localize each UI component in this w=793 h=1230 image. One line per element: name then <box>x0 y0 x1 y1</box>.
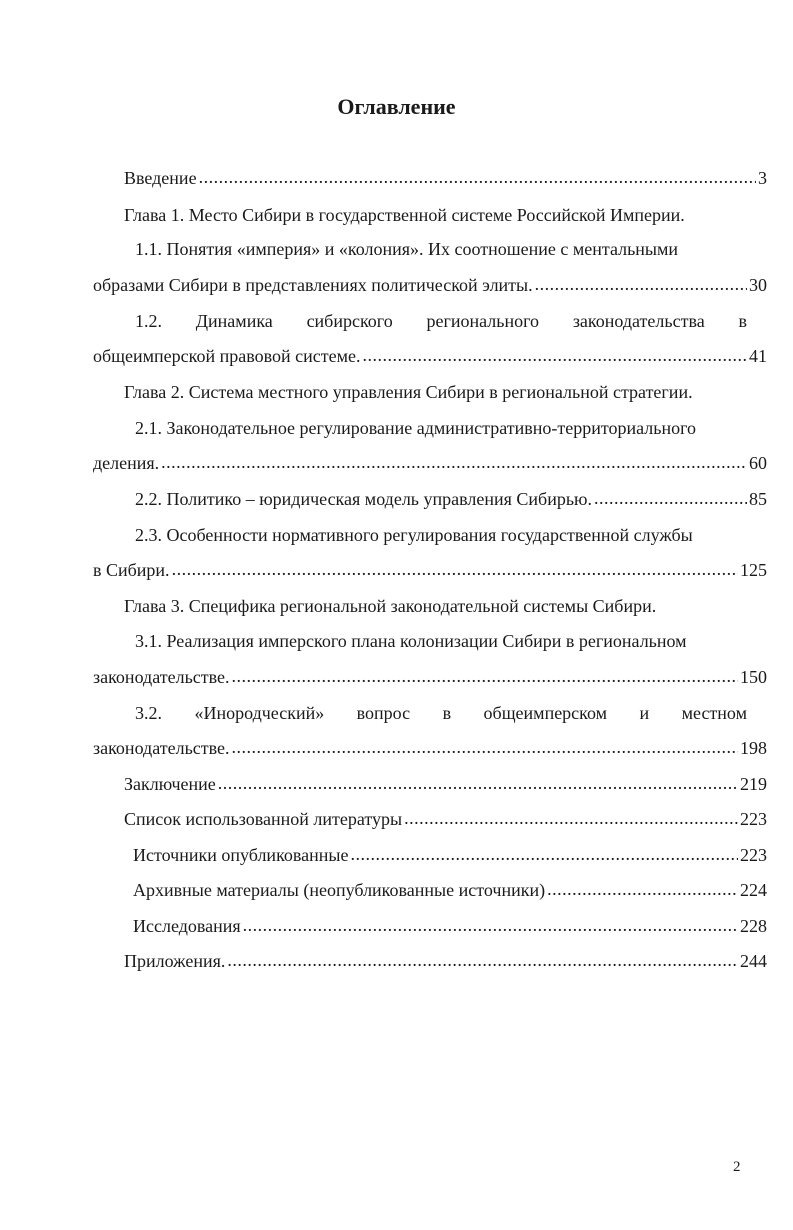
toc-page: 125 <box>740 560 767 580</box>
toc-entry-studies[interactable] <box>133 911 767 941</box>
toc-label: Заключение <box>124 774 216 794</box>
toc-entry-appendices[interactable] <box>124 946 767 976</box>
toc-label: Источники опубликованные <box>133 845 349 865</box>
toc-entry-archives[interactable] <box>133 875 767 905</box>
word: 1.2. <box>135 311 162 331</box>
toc-page: 60 <box>749 453 767 473</box>
chapter-2-heading[interactable]: Глава 2. Система местного управления Сибири в региональной стратегии. <box>124 382 693 402</box>
word: вопрос <box>356 703 411 723</box>
toc-label: Список использованной литературы <box>124 809 403 829</box>
toc-page: 223 <box>740 845 767 865</box>
word: в <box>738 311 747 331</box>
toc-entry-conclusion[interactable] <box>124 769 767 799</box>
word: и <box>639 703 650 723</box>
toc-label: деления. <box>93 453 160 473</box>
toc-entry-3-1[interactable] <box>93 662 767 692</box>
section-3-1-line1[interactable]: 3.1. Реализация имперского плана колонизации Сибири в региональном <box>135 631 687 651</box>
section-2-3-line1[interactable]: 2.3. Особенности нормативного регулирования государственной службы <box>135 525 693 545</box>
dot-leader <box>362 340 747 370</box>
toc-label: Приложения. <box>124 951 226 971</box>
dot-leader <box>351 839 739 869</box>
chapter-1-heading[interactable]: Глава 1. Место Сибири в государственной системе Российской Империи. <box>124 205 685 225</box>
toc-page: 198 <box>740 738 767 758</box>
word: регионального <box>426 311 540 331</box>
dot-leader <box>535 269 747 299</box>
dot-leader <box>232 732 738 762</box>
dot-leader <box>172 554 738 584</box>
toc-entry-references[interactable] <box>124 804 767 834</box>
page-number: 2 <box>733 1159 741 1175</box>
section-3-2-line1[interactable] <box>135 698 747 728</box>
toc-label: Исследования <box>133 916 241 936</box>
toc-label: общеимперской правовой системе. <box>93 346 361 366</box>
word: Динамика <box>195 311 273 331</box>
dot-leader <box>243 910 738 940</box>
toc-page: 244 <box>740 951 767 971</box>
dot-leader <box>199 162 756 192</box>
toc-entry-2-2[interactable] <box>135 484 767 514</box>
dot-leader <box>161 447 747 477</box>
word: сибирского <box>306 311 393 331</box>
word: местном <box>681 703 747 723</box>
toc-page: 85 <box>749 489 767 509</box>
word: 3.2. <box>135 703 162 723</box>
toc-page: 219 <box>740 774 767 794</box>
toc-entry-sources-published[interactable] <box>133 840 767 870</box>
toc-label: Архивные материалы (неопубликованные источники) <box>133 880 546 900</box>
toc-entry-2-1[interactable] <box>93 448 767 478</box>
toc-label: образами Сибири в представлениях политической элиты. <box>93 275 533 295</box>
toc-page: 3 <box>758 168 767 188</box>
toc-page: 150 <box>740 667 767 687</box>
toc-label: в Сибири. <box>93 560 170 580</box>
toc-page: 224 <box>740 880 767 900</box>
dot-leader <box>227 945 738 975</box>
toc-entry-intro[interactable] <box>124 163 767 193</box>
dot-leader <box>232 661 738 691</box>
toc-entry-1-2[interactable] <box>93 341 767 371</box>
chapter-3-heading[interactable]: Глава 3. Специфика региональной законодательной системы Сибири. <box>124 596 657 616</box>
page-title: Оглавление <box>337 94 456 119</box>
toc-page: 30 <box>749 275 767 295</box>
section-2-1-line1[interactable]: 2.1. Законодательное регулирование административно-территориального <box>135 418 697 438</box>
toc-entry-1-1[interactable] <box>93 270 767 300</box>
word: «Инородческий» <box>194 703 325 723</box>
dot-leader <box>218 768 738 798</box>
dot-leader <box>547 874 738 904</box>
word: в <box>442 703 452 723</box>
dot-leader <box>594 483 747 513</box>
section-1-1-line1[interactable]: 1.1. Понятия «империя» и «колония». Их соотношение с ментальными <box>135 239 679 259</box>
toc-page: 41 <box>749 346 767 366</box>
section-1-2-line1[interactable] <box>135 306 747 336</box>
toc-label: законодательстве. <box>93 667 230 687</box>
toc-page: 228 <box>740 916 767 936</box>
toc-page: 223 <box>740 809 767 829</box>
toc-label: Введение <box>124 168 197 188</box>
word: законодательства <box>572 311 705 331</box>
word: общеимперском <box>483 703 608 723</box>
toc-entry-3-2[interactable] <box>93 733 767 763</box>
toc-label: законодательстве. <box>93 738 230 758</box>
toc-label: 2.2. Политико – юридическая модель управления Сибирью. <box>135 489 592 509</box>
toc-entry-2-3[interactable] <box>93 555 767 585</box>
dot-leader <box>404 803 738 833</box>
